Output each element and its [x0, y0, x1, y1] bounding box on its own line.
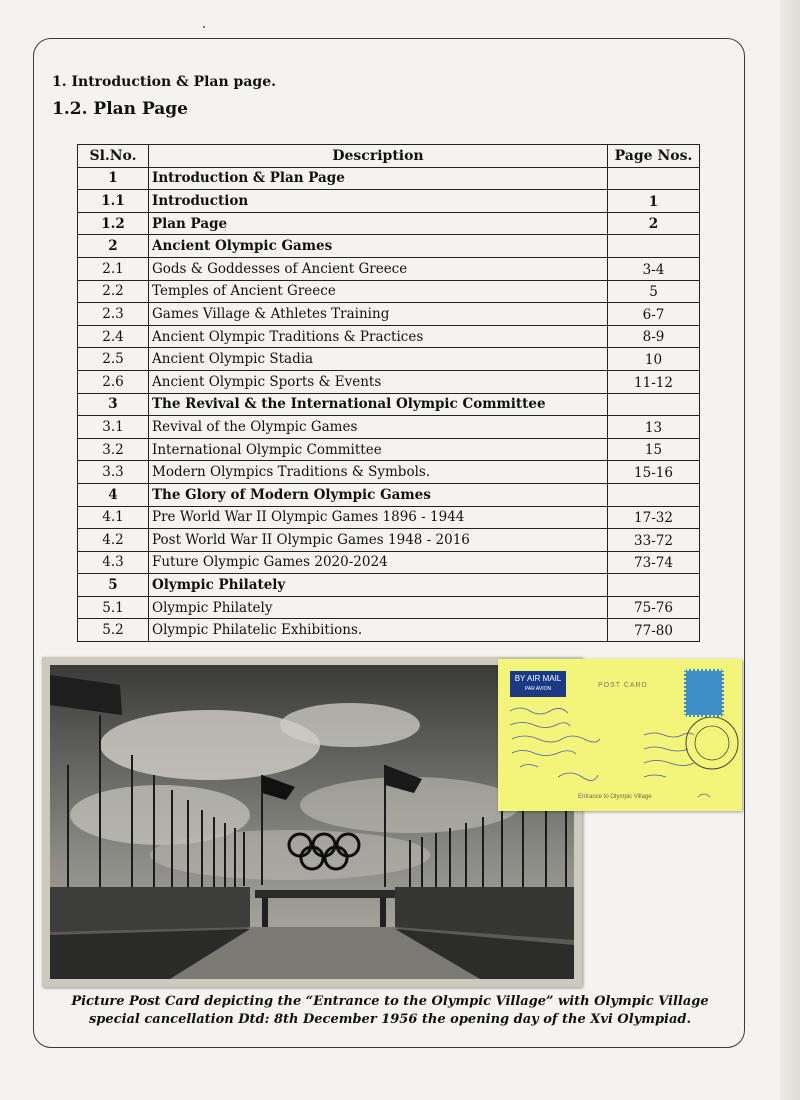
table-row: [78, 348, 700, 371]
row-page-nos: [608, 574, 700, 597]
row-slno: 3.2: [78, 438, 149, 461]
row-page-nos: 15: [608, 438, 700, 461]
row-slno: 2.1: [78, 257, 149, 280]
row-slno: 3.3: [78, 461, 149, 484]
air-mail-postcard: [498, 659, 742, 811]
table-header-row: [78, 145, 700, 168]
table-row: [78, 416, 700, 439]
row-slno: 5.1: [78, 596, 149, 619]
row-page-nos: 33-72: [608, 529, 700, 552]
table-row: [78, 235, 700, 258]
row-description: Temples of Ancient Greece: [149, 280, 608, 303]
plan-table-body: [78, 167, 700, 641]
row-page-nos: 75-76: [608, 596, 700, 619]
row-description: Ancient Olympic Sports & Events: [149, 370, 608, 393]
row-description: Ancient Olympic Stadia: [149, 348, 608, 371]
row-slno: 2.6: [78, 370, 149, 393]
table-row: [78, 619, 700, 642]
table-row: [78, 190, 700, 213]
header-page-nos: Page Nos.: [608, 145, 700, 168]
row-slno: 1.2: [78, 212, 149, 235]
row-page-nos: 13: [608, 416, 700, 439]
table-row: [78, 574, 700, 597]
row-slno: 2.2: [78, 280, 149, 303]
table-row: [78, 596, 700, 619]
row-description: Post World War II Olympic Games 1948 - 2016: [149, 529, 608, 552]
row-description: International Olympic Committee: [149, 438, 608, 461]
row-description: Olympic Philately: [149, 574, 608, 597]
row-slno: 5.2: [78, 619, 149, 642]
table-row: [78, 461, 700, 484]
airmail-line1: BY AIR MAIL: [514, 674, 562, 683]
airmail-line2: PAR AVION: [524, 686, 552, 692]
row-description: Ancient Olympic Games: [149, 235, 608, 258]
paper-speck: [203, 26, 205, 28]
plan-table: [77, 144, 700, 642]
row-slno: 1: [78, 167, 149, 190]
row-page-nos: 5: [608, 280, 700, 303]
row-description: The Glory of Modern Olympic Games: [149, 483, 608, 506]
row-page-nos: 73-74: [608, 551, 700, 574]
row-description: Pre World War II Olympic Games 1896 - 1944: [149, 506, 608, 529]
section-heading: 1. Introduction & Plan page.: [52, 74, 276, 90]
row-page-nos: [608, 483, 700, 506]
header-slno: Sl.No.: [78, 145, 149, 168]
table-row: [78, 257, 700, 280]
row-slno: 5: [78, 574, 149, 597]
row-page-nos: 2: [608, 212, 700, 235]
air-mail-label: [510, 671, 566, 697]
table-row: [78, 280, 700, 303]
table-row: [78, 167, 700, 190]
postage-stamp: [684, 669, 724, 717]
table-row: [78, 212, 700, 235]
row-description: Ancient Olympic Traditions & Practices: [149, 325, 608, 348]
row-description: Olympic Philatelic Exhibitions.: [149, 619, 608, 642]
photo-caption: [60, 993, 720, 1029]
caption-line-1: Picture Post Card depicting the “Entrance to the Olympic Village” with Olympic Village: [71, 994, 709, 1009]
village-entrance-image: [50, 665, 574, 979]
row-description: Plan Page: [149, 212, 608, 235]
row-page-nos: [608, 235, 700, 258]
row-page-nos: 8-9: [608, 325, 700, 348]
row-slno: 2.5: [78, 348, 149, 371]
row-slno: 2.4: [78, 325, 149, 348]
row-description: The Revival & the International Olympic Committee: [149, 393, 608, 416]
row-page-nos: [608, 393, 700, 416]
row-description: Future Olympic Games 2020-2024: [149, 551, 608, 574]
row-page-nos: 11-12: [608, 370, 700, 393]
row-page-nos: 6-7: [608, 303, 700, 326]
postcard-caption: Entrance to Olympic Village: [578, 794, 652, 800]
table-row: [78, 506, 700, 529]
row-description: Introduction: [149, 190, 608, 213]
row-slno: 2: [78, 235, 149, 258]
row-slno: 2.3: [78, 303, 149, 326]
row-description: Gods & Goddesses of Ancient Greece: [149, 257, 608, 280]
row-description: Games Village & Athletes Training: [149, 303, 608, 326]
row-description: Revival of the Olympic Games: [149, 416, 608, 439]
sub-heading: 1.2. Plan Page: [52, 99, 188, 119]
row-description: Olympic Philately: [149, 596, 608, 619]
table-row: [78, 529, 700, 552]
table-row: [78, 551, 700, 574]
row-page-nos: [608, 167, 700, 190]
header-description: Description: [149, 145, 608, 168]
row-slno: 3.1: [78, 416, 149, 439]
table-row: [78, 393, 700, 416]
table-row: [78, 303, 700, 326]
row-slno: 4.3: [78, 551, 149, 574]
row-description: Modern Olympics Traditions & Symbols.: [149, 461, 608, 484]
table-row: [78, 370, 700, 393]
row-page-nos: 1: [608, 190, 700, 213]
post-card-label: POST CARD: [598, 682, 648, 689]
row-slno: 4.2: [78, 529, 149, 552]
row-page-nos: 15-16: [608, 461, 700, 484]
row-page-nos: 3-4: [608, 257, 700, 280]
row-slno: 1.1: [78, 190, 149, 213]
row-page-nos: 17-32: [608, 506, 700, 529]
row-description: Introduction & Plan Page: [149, 167, 608, 190]
table-row: [78, 483, 700, 506]
row-slno: 3: [78, 393, 149, 416]
row-page-nos: 10: [608, 348, 700, 371]
table-row: [78, 438, 700, 461]
row-slno: 4: [78, 483, 149, 506]
caption-line-2: special cancellation Dtd: 8th December 1956 the opening day of the Xvi Olympiad.: [88, 1012, 692, 1027]
row-page-nos: 77-80: [608, 619, 700, 642]
table-row: [78, 325, 700, 348]
row-slno: 4.1: [78, 506, 149, 529]
page-edge-shadow: [780, 0, 800, 1100]
